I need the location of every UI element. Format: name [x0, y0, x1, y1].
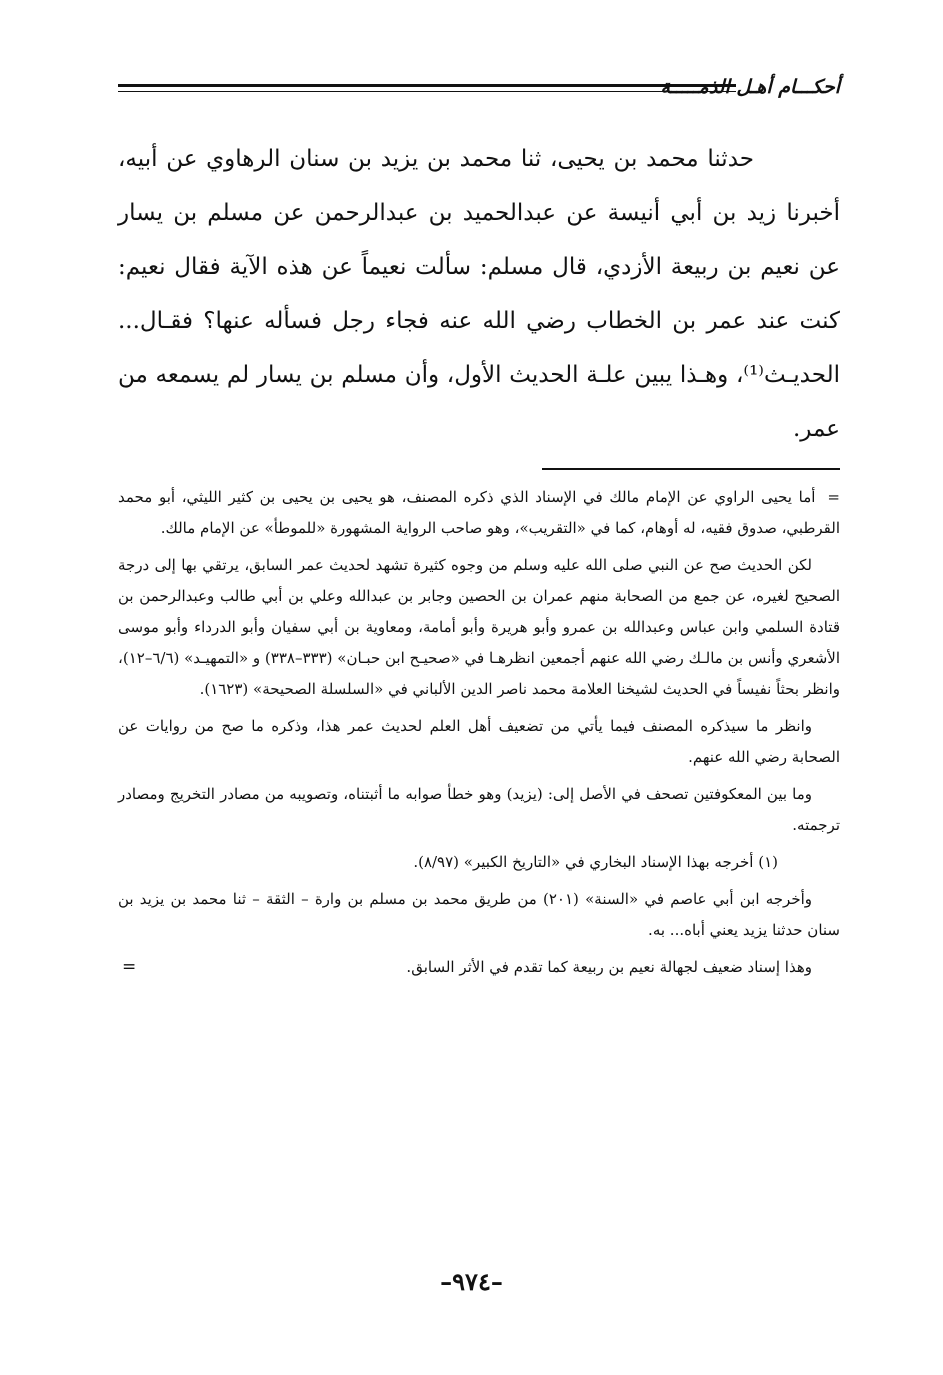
page-number: –٩٧٤–	[440, 1267, 503, 1296]
main-paragraph: حدثنا محمد بن يحيى، ثنا محمد بن يزيد بن سنان الرهاوي عن أبيه، أخبرنا زيد بن أبي أنيسة عن عبدالحميد بن عبدالرحمن عن مسلم بن يسار عن نعيم بن ربيعة الأزدي، قال مسلم: سألت نعيماً عن هذه الآية فقال نعيم: كنت عند عمر بن الخطاب رضي الله عنه فجاء رجل فسأله عنها؟ فقـال... الحديـث⁽¹⁾، وهـذا يبين علـة الحديث الأول، وأن مسلم بن يسار لم يسمعه من عمر.	[118, 146, 840, 442]
header-rule	[118, 84, 736, 87]
footnote-text: وهذا إسناد ضعيف لجهالة نعيم بن ربيعة كما تقدم في الأثر السابق.	[406, 958, 812, 976]
footnote-1: (١) أخرجه بهذا الإسناد البخاري في «التاريخ الكبير» (٨/٩٧).	[413, 853, 778, 871]
continuation-marker-end: =	[122, 957, 137, 977]
footnotes	[118, 482, 840, 983]
footnote-last	[118, 952, 840, 983]
running-header	[118, 72, 840, 102]
footnote-paragraph: وما بين المعكوفتين تصحف في الأصل إلى: (يزيد) وهو خطأ صوابه ما أثبتناه، وتصويبه من مصادر التخريج ومصادر ترجمته.	[118, 785, 840, 834]
continuation-marker: =	[827, 488, 840, 506]
footnote-paragraph: وأخرجه ابن أبي عاصم في «السنة» (٢٠١) من طريق محمد بن مسلم بن وارة – الثقة – ثنا محمد بن يزيد بن سنان حدثنا يزيد يعني أباه... به.	[118, 890, 840, 939]
footnote-continuation	[118, 482, 840, 544]
footnote-paragraph: لكن الحديث صح عن النبي صلى الله عليه وسلم من وجوه كثيرة تشهد لحديث عمر السابق، يرتقي بها إلى درجة الصحيح لغيره، عن جمع من الصحابة منهم عمران بن الحصين وجابر بن عبدالله وعلي بن أبي طالب وعبدالرحمن بن قتادة السلمي وابن عباس وعبدالله بن عمرو وأبو هريرة وأبو أمامة، ومعاوية بن أبي سفيان وأبو الدرداء وأبو موسى الأشعري وأنس بن مالـك رضي الله عنهم أجمعين انظرهـا في «صحيـح ابن حبـان» (٣٣٣–٣٣٨) و «التمهيـد» (٦/٦–١٢)، وانظر بحثاً نفيساً في الحديث لشيخنا العلامة محمد ناصر الدين الألباني في «السلسلة الصحيحة» (١٦٢٣).	[118, 556, 840, 698]
footnote-paragraph: وانظر ما سيذكره المصنف فيما يأتي من تضعيف أهل العلم لحديث عمر هذا، وذكره ما صح من روايات عن الصحابة رضي الله عنهم.	[118, 717, 840, 766]
footnote-text: أما يحيى الراوي عن الإمام مالك في الإسناد الذي ذكره المصنف، هو يحيى بن يحيى بن كثير الليثي، أبو محمد القرطبي، صدوق فقيه، له أوهام، كما في «التقريب»، وهو صاحب الرواية المشهورة «للموطأ» عن الإمام مالك.	[118, 488, 840, 537]
header-title: أحكـــام أهـل الذمـــــة	[660, 76, 840, 98]
header-rule-thin	[118, 91, 736, 92]
main-text	[118, 132, 840, 456]
footnote-separator	[542, 468, 840, 470]
